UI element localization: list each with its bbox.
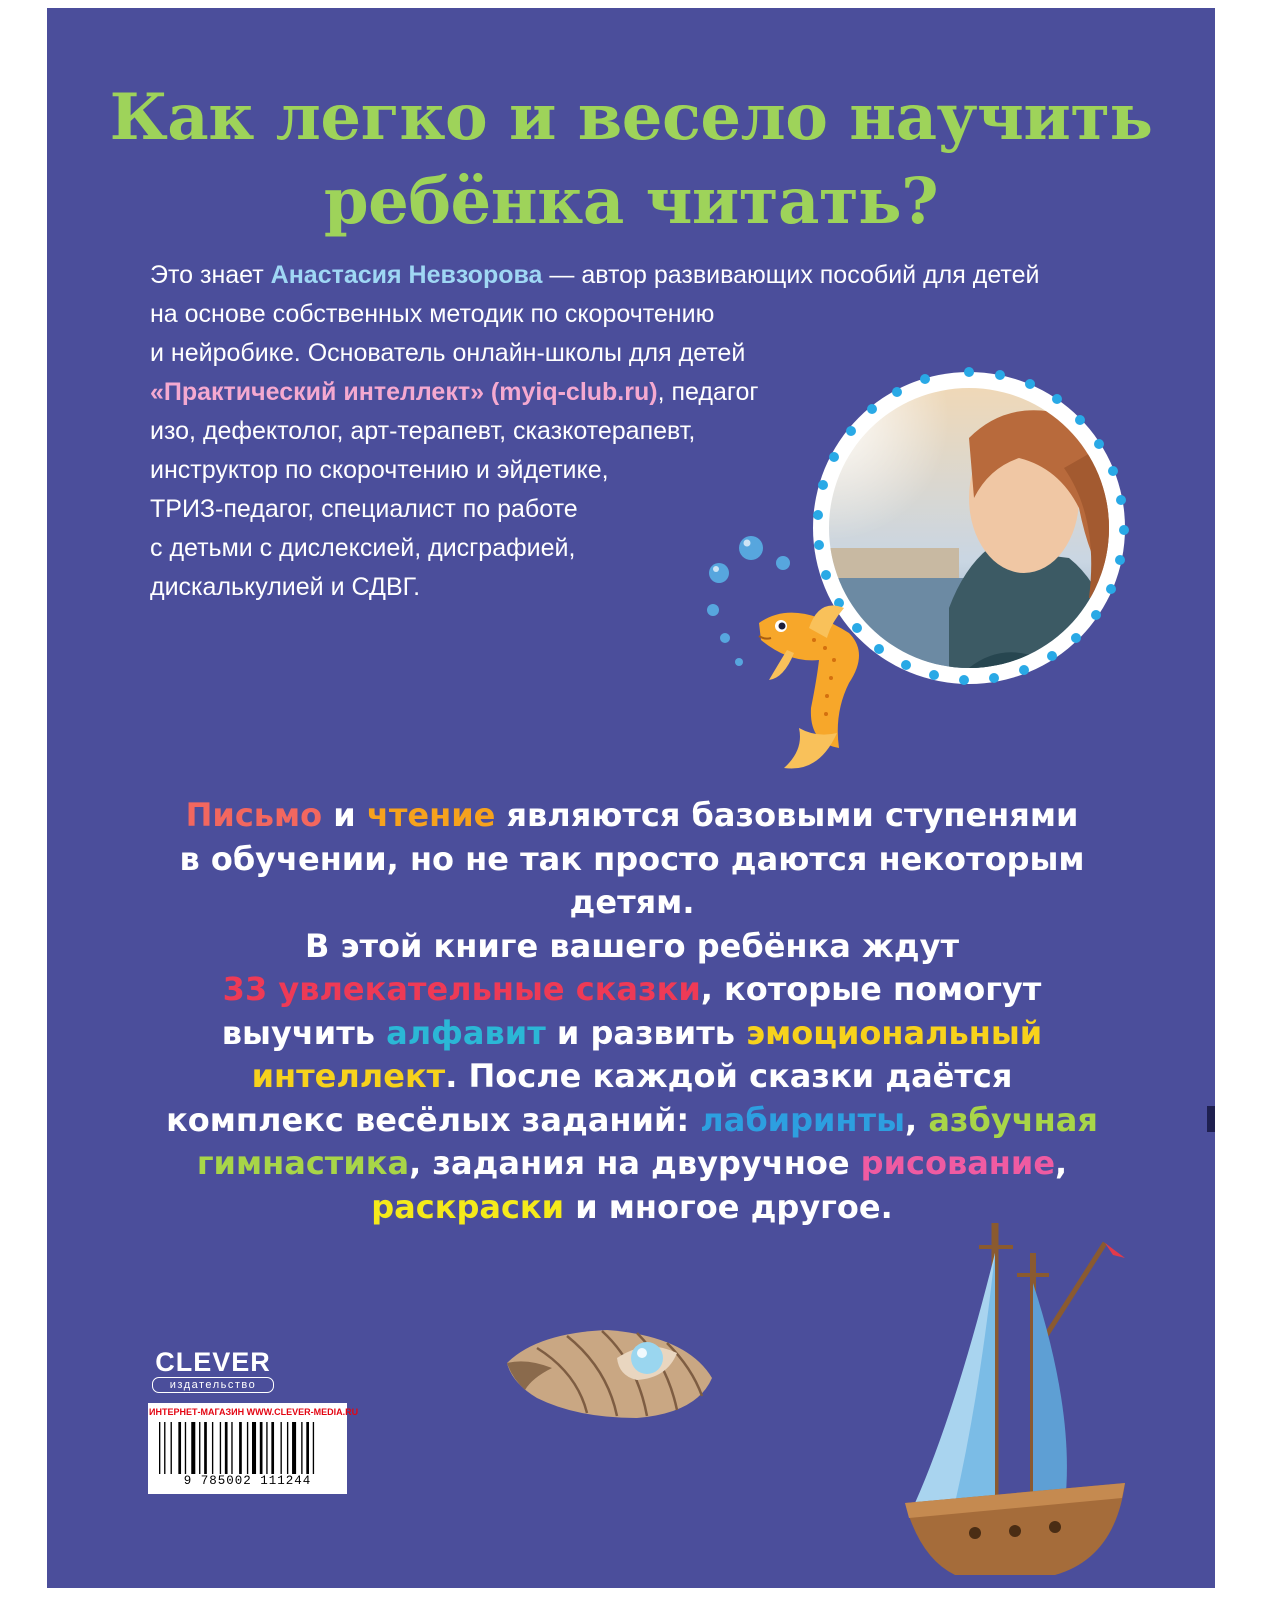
bio-line: изо, дефектолог, арт-терапевт, сказкотерапевт, <box>150 417 696 445</box>
hl-writing: Письмо <box>185 796 323 834</box>
barcode-stripe <box>212 1422 213 1474</box>
sailboat-illustration <box>875 1213 1155 1588</box>
bio-line: и нейробике. Основатель онлайн-школы для детей <box>150 339 746 367</box>
description-text <box>107 794 1157 1229</box>
barcode-stripe <box>247 1422 248 1474</box>
barcode-stripe <box>185 1422 186 1474</box>
bio-line: с детьми с дислексией, дисграфией, <box>150 534 576 562</box>
desc-text: , <box>905 1100 929 1139</box>
goldfish-illustration <box>699 528 899 778</box>
desc-line: В этой книге вашего ребёнка ждут <box>304 926 960 965</box>
barcode-stripe <box>271 1422 274 1474</box>
barcode-stripe <box>313 1422 314 1474</box>
book-back-cover <box>47 8 1215 1588</box>
barcode-stripe <box>287 1422 288 1474</box>
publisher-name: CLEVER <box>155 1347 271 1377</box>
desc-text: выучить <box>221 1013 387 1052</box>
desc-text: и развить <box>545 1013 747 1052</box>
barcode-stripe <box>220 1422 221 1474</box>
barcode-stripe <box>225 1422 228 1474</box>
barcode-stripe <box>301 1422 302 1474</box>
barcode-box <box>148 1403 359 1494</box>
bio-line: на основе собственных методик по скорочтению <box>150 300 715 328</box>
barcode-stripe <box>164 1422 165 1474</box>
barcode-stripe <box>239 1422 242 1474</box>
hl-drawing: рисование <box>860 1144 1056 1182</box>
hl-fairy-tales: 33 увлекательные сказки <box>222 970 701 1008</box>
barcode <box>159 1422 337 1474</box>
desc-line: детям. <box>569 883 695 921</box>
desc-text: являются базовыми ступенями <box>495 796 1079 834</box>
hl-alphabet-gym: азбучная <box>928 1100 1098 1139</box>
barcode-stripe <box>281 1422 282 1474</box>
bio-text: Это знает <box>150 261 271 289</box>
desc-line: в обучении, но не так просто даются некоторым <box>179 839 1085 878</box>
desc-text: , которые помогут <box>700 970 1042 1008</box>
desc-line <box>107 794 1157 838</box>
hl-coloring: раскраски <box>371 1187 565 1226</box>
barcode-stripe <box>252 1422 256 1474</box>
hl-intellect: интеллект <box>251 1057 446 1095</box>
barcode-stripe <box>292 1422 296 1474</box>
barcode-stripe <box>204 1422 207 1474</box>
bio-text: , педагог <box>657 378 759 406</box>
desc-text: . После каждой сказки даётся <box>445 1057 1013 1095</box>
barcode-stripe <box>199 1422 200 1474</box>
barcode-stripe <box>260 1422 263 1474</box>
desc-line <box>107 1099 1157 1143</box>
bio-line <box>150 256 1090 295</box>
desc-text: и многое другое. <box>564 1187 893 1226</box>
barcode-stripe <box>159 1422 160 1474</box>
publisher-logo <box>148 1348 278 1393</box>
isbn-number: 9 785002 111244 <box>183 1474 312 1488</box>
desc-text: , <box>1055 1144 1068 1182</box>
barcode-stripe <box>266 1422 267 1474</box>
desc-line <box>107 1012 1157 1056</box>
hl-reading: чтение <box>366 796 496 834</box>
desc-text: комплекс весёлых заданий: <box>166 1100 701 1139</box>
title-line-2: ребёнка читать? <box>323 164 939 239</box>
desc-line <box>107 1142 1157 1186</box>
cover-title <box>47 76 1215 244</box>
school-name: «Практический интеллект» (myiq-club.ru) <box>150 378 658 406</box>
desc-line <box>107 1055 1157 1099</box>
barcode-stripe <box>306 1422 309 1474</box>
desc-text: и <box>322 796 367 834</box>
edge-mark <box>1207 1106 1215 1132</box>
hl-gymnastics: гимнастика <box>196 1144 410 1182</box>
title-line-1: Как легко и весело научить <box>109 80 1153 155</box>
shop-url: ИНТЕРНЕТ-МАГАЗИН WWW.CLEVER-MEDIA.RU <box>149 1407 359 1417</box>
bio-line: дискалькулией и СДВГ. <box>150 573 421 601</box>
desc-text: , задания на двуручное <box>409 1144 861 1182</box>
barcode-stripe <box>178 1422 181 1474</box>
publisher-subtitle: издательство <box>152 1377 274 1393</box>
seashell-illustration <box>497 1318 717 1428</box>
bio-line: инструктор по скорочтению и эйдетике, <box>150 456 609 484</box>
bio-text: — автор развивающих пособий для детей <box>542 261 1040 289</box>
hl-emotional: эмоциональный <box>746 1013 1043 1052</box>
hl-labyrinths: лабиринты <box>700 1100 906 1139</box>
barcode-stripe <box>171 1422 172 1474</box>
barcode-stripe <box>231 1422 232 1474</box>
bio-line: ТРИЗ-педагог, специалист по работе <box>150 495 578 523</box>
author-name: Анастасия Невзорова <box>270 261 543 289</box>
desc-line <box>107 968 1157 1012</box>
barcode-stripe <box>191 1422 195 1474</box>
hl-alphabet: алфавит <box>386 1013 546 1052</box>
